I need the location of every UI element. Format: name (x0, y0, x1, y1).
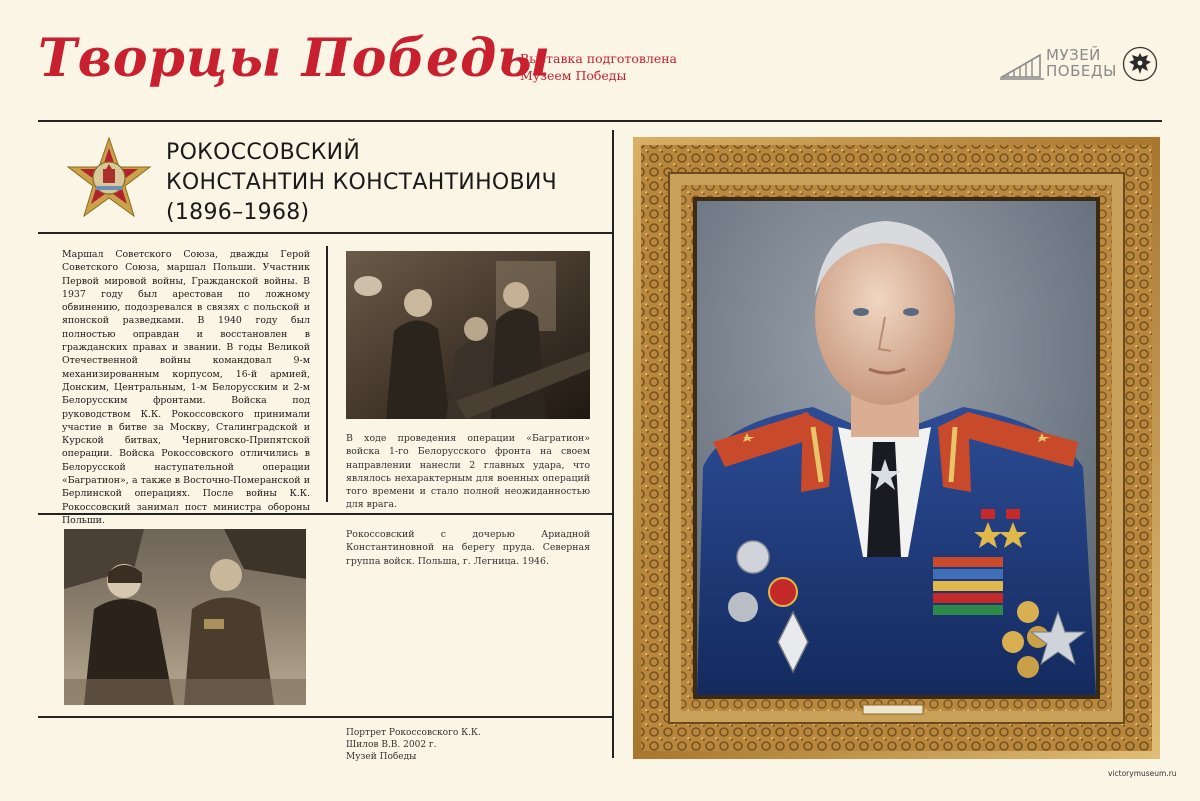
person-years: (1896–1968) (166, 200, 310, 225)
biography-text: Маршал Советского Союза, дважды Герой Советского Союза, маршал Польши. Участник Первой мировой войны, Гражданской войны. В 1937 году был арестован по ложному обвинению, подозревался в связях с польской и японской разведками. В 1940 году был полностью оправдан и восстановлен в гражданских правах и звании. В годы Великой Отечественной войны командовал 9-м механизированным корпусом, 16-й армией, Донским, Центральным, 1-м Белорусским и 2-м Белорусским фронтами. Войска под руководством К.К. Рокоссовского принимали участие в битве за Москву, Сталинградской и Курской битвах, Черниговско-Припятской операции. Войска Рокоссовского отличились в Белорусской наступательной операции «Багратион», а также в Восточно-Померанской и Берлинской операциях. После войны К.К. Рокоссовский занимал пост министра обороны Польши. (62, 249, 310, 526)
portrait-caption (346, 727, 481, 763)
museum-logo-line-2: ПОБЕДЫ (1046, 62, 1117, 80)
bagration-photo-image (346, 251, 590, 419)
exhibition-credit (520, 50, 677, 84)
person-name (166, 138, 557, 228)
portrait-caption-line-1: Портрет Рокоссовского К.К. (346, 728, 481, 738)
daughter-photo (64, 529, 306, 705)
site-url: victorymuseum.ru (1108, 769, 1177, 778)
bottom-rule (38, 716, 612, 718)
name-block-rule (38, 232, 612, 234)
museum-building-icon (1000, 47, 1044, 83)
museum-logo (1000, 46, 1117, 83)
portrait-caption-line-3: Музей Победы (346, 752, 417, 762)
person-surname: РОКОССОВСКИЙ (166, 140, 361, 165)
museum-logo-text (1046, 47, 1117, 79)
double-headed-eagle-emblem-icon (1122, 46, 1158, 82)
bio-divider (326, 246, 328, 502)
portrait-painting (633, 137, 1160, 759)
daughter-photo-image (64, 529, 306, 705)
header-rule (38, 120, 1162, 122)
daughter-caption: Рокоссовский с дочерью Ариадной Константиновной на берегу пруда. Северная группа войск. Польша, г. Легница. 1946. (346, 529, 590, 567)
person-given-names: КОНСТАНТИН КОНСТАНТИНОВИЧ (166, 170, 558, 195)
museum-logo-line-1: МУЗЕЙ (1046, 46, 1101, 64)
portrait-caption-line-2: Шилов В.В. 2002 г. (346, 740, 437, 750)
framed-portrait (633, 137, 1160, 759)
bagration-caption: В ходе проведения операции «Багратион» войска 1-го Белорусского фронта на своем направлении нанесли 2 главных удара, что являлось нехарактерным для военных операций того времени и стало полной неожиданностью для врага. (346, 433, 590, 511)
order-of-victory-icon (66, 136, 152, 222)
credit-line-2: Музеем Победы (520, 68, 627, 83)
bagration-photo (346, 251, 590, 419)
exhibition-title: Творцы Победы (38, 28, 552, 89)
credit-line-1: Выставка подготовлена (520, 51, 678, 66)
column-divider (612, 130, 614, 758)
